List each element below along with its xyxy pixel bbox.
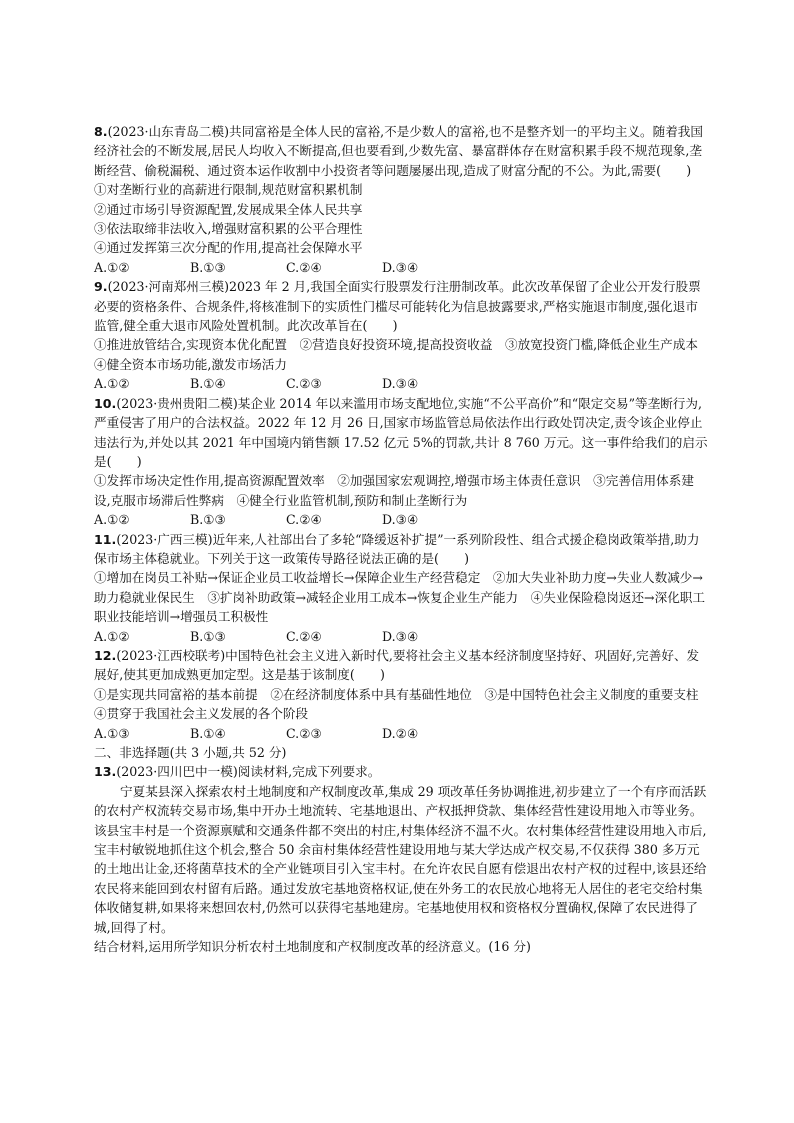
option-line: ④通过发挥第三次分配的作用,提高社会保障水平: [94, 240, 363, 256]
option-line: ①发挥市场决定性作用,提高资源配置效率 ②加强国家宏观调控,增强市场主体责任意识 ③完善信用体系建设,克服市场滞后性弊病 ④健全行业监管机制,预防和制止垄断行为: [94, 473, 694, 508]
choice-d[interactable]: D.③④: [382, 512, 419, 528]
choice-c[interactable]: C.②④: [286, 512, 322, 528]
answer-choices: [94, 724, 708, 743]
choice-d[interactable]: D.③④: [382, 628, 419, 644]
choice-c[interactable]: C.②④: [286, 259, 322, 275]
question-task: 结合材料,运用所学知识分析农村土地制度和产权制度改革的经济意义。(16 分): [94, 939, 531, 955]
choice-c[interactable]: C.②③: [286, 725, 322, 741]
question-10: [94, 394, 708, 530]
question-8: [94, 122, 708, 277]
question-11: [94, 530, 708, 646]
option-line: ①推进放管结合,实现资本优化配置 ②营造良好投资环境,提高投资收益 ③放宽投资门槛,降低企业生产成本 ④健全资本市场功能,激发市场活力: [94, 337, 711, 372]
choice-a[interactable]: A.①②: [94, 376, 130, 392]
answer-choices: [94, 258, 708, 277]
answer-choices: [94, 510, 708, 529]
choice-c[interactable]: C.②③: [286, 376, 322, 392]
question-stem: (2023·山东青岛二模)共同富裕是全体人民的富裕,不是少数人的富裕,也不是整齐划一的平均主义。随着我国经济社会的不断发展,居民人均收入不断提高,但也要看到,少数先富、暴富群体存在财富积累手段不规范现象,垄断经营、偷税漏税、通过资本运作收割中小投资者等问题屡屡出现,造成了财富分配的不公。为此,需要( ): [94, 124, 703, 178]
question-number: 9.: [94, 279, 108, 295]
choice-a[interactable]: A.①②: [94, 628, 130, 644]
section-heading: 二、非选择题(共 3 小题,共 52 分): [94, 745, 287, 760]
answer-choices: [94, 374, 708, 393]
exam-page: [94, 122, 712, 956]
option-line: ②通过市场引导资源配置,发展成果全体人民共享: [94, 201, 363, 217]
choice-c[interactable]: C.②④: [286, 628, 322, 644]
option-line: ①增加在岗员工补贴→保证企业员工收益增长→保障企业生产经营稳定 ②加大失业补助力度→失业人数减少→助力稳就业保民生 ③扩岗补助政策→减轻企业用工成本→恢复企业生产能力 ④失业保险稳岗返还→深化职工职业技能培训→增强员工积极性: [94, 570, 705, 625]
question-number: 11.: [94, 531, 117, 547]
choice-d[interactable]: D.③④: [382, 259, 419, 275]
question-stem: (2023·河南郑州三模)2023 年 2 月,我国全面实行股票发行注册制改革。此次改革保留了企业公开发行股票必要的资格条件、合规条件,将核准制下的实质性门槛尽可能转化为信息披露要求,严格实施退市制度,强化退市监管,健全重大退市风险处置机制。此次改革旨在( ): [94, 279, 701, 334]
option-line: ①是实现共同富裕的基本前提 ②在经济制度体系中具有基础性地位 ③是中国特色社会主义制度的重要支柱 ④贯穿于我国社会主义发展的各个阶段: [94, 686, 712, 722]
question-stem: (2023·江西校联考)中国特色社会主义进入新时代,要将社会主义基本经济制度坚持好、巩固好,完善好、发展好,使其更加成熟更加定型。这是基于该制度( ): [94, 647, 700, 683]
choice-b[interactable]: B.①④: [190, 725, 226, 741]
choice-b[interactable]: B.①④: [190, 376, 226, 392]
question-stem: (2023·广西三模)近年来,人社部出台了多轮“降缓返补扩提”一系列阶段性、组合式援企稳岗政策举措,助力保市场主体稳就业。下列关于这一政策传导路径说法正确的是( ): [94, 531, 700, 566]
answer-choices: [94, 627, 708, 646]
reading-material: 宁夏某县深入探索农村土地制度和产权制度改革,集成 29 项改革任务协调推进,初步建立了一个有序而活跃的农村产权流转交易市场,集中开办土地流转、宅基地退出、产权抵押贷款、集体经营性建设用地入市等业务。该县宝丰村是一个资源禀赋和交通条件都不突出的村庄,村集体经济不温不火。农村集体经营性建设用地入市后,宝丰村敏锐地抓住这个机会,整合 50 余亩村集体经营性建设用地与某大学达成产权交易,不仅获得 380 多万元的土地出让金,还将菌草技术的全产业链项目引入宝丰村。在允许农民自愿有偿退出农村产权的过程中,该县还给农民将来能回到农村留有后路。通过发放宅基地资格权证,使在外务工的农民放心地将无人居住的老宅交给村集体收储复耕,如果将来想回农村,仍然可以获得宅基地建房。宅基地使用权和资格权分置确权,保障了农民进得了城,回得了村。: [94, 783, 707, 935]
question-number: 13.: [94, 764, 117, 780]
choice-d[interactable]: D.③④: [382, 376, 419, 392]
choice-d[interactable]: D.②④: [382, 725, 419, 741]
question-number: 10.: [94, 395, 117, 411]
option-line: ①对垄断行业的高薪进行限制,规范财富积累机制: [94, 182, 363, 198]
choice-b[interactable]: B.①③: [190, 628, 226, 644]
question-number: 12.: [94, 647, 117, 663]
choice-b[interactable]: B.①③: [190, 259, 226, 275]
question-13: [94, 762, 708, 956]
question-12: [94, 646, 712, 743]
choice-b[interactable]: B.①③: [190, 512, 226, 528]
question-stem: (2023·贵州贵阳二模)某企业 2014 年以来滥用市场支配地位,实施“不公平高价”和“限定交易”等垄断行为,严重侵害了用户的合法权益。2022 年 12 月 26 日,国家市场监管总局依法作出行政处罚决定,责令该企业停止违法行为,并处以其 2021 年中国境内销售额 17.52 亿元 5%的罚款,共计 8 760 万元。这一事件给我们的启示是( ): [94, 395, 708, 469]
option-line: ③依法取缔非法收入,增强财富积累的公平合理性: [94, 221, 363, 237]
question-number: 8.: [94, 124, 108, 139]
question-9: [94, 277, 711, 393]
choice-a[interactable]: A.①③: [94, 725, 130, 741]
question-stem: (2023·四川巴中一模)阅读材料,完成下列要求。: [116, 764, 381, 780]
choice-a[interactable]: A.①②: [94, 512, 130, 528]
choice-a[interactable]: A.①②: [94, 259, 130, 275]
